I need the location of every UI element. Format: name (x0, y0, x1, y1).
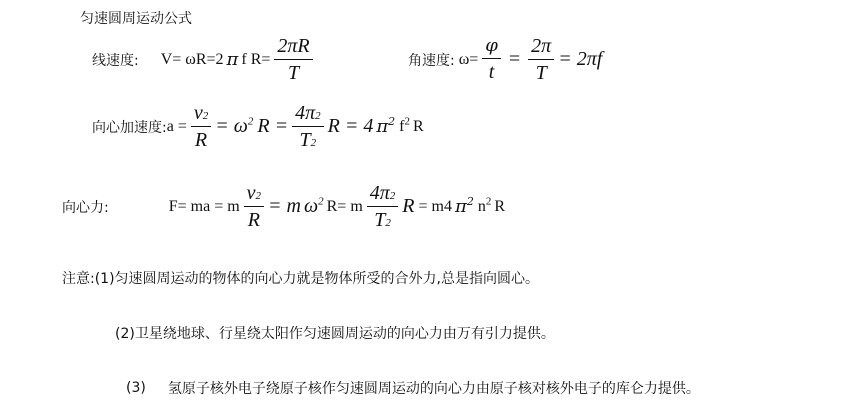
note-1: 注意:(1)匀速圆周运动的物体的向心力就是物体所受的合外力,总是指向圆心。 (62, 271, 539, 287)
note-3 (126, 378, 700, 398)
f-squared: $f^2$ (399, 115, 410, 135)
fraction-denominator: t (488, 61, 495, 83)
note-3-number: (3) (126, 380, 146, 396)
four-pi2-over-t2-fraction (367, 183, 399, 230)
omega-squared-term: = $\omega^2$ (215, 115, 254, 137)
omega-squared: $\omega^2$ (304, 195, 324, 217)
two-pi-f-term: = 2πf (558, 48, 603, 70)
r-equals: R = (257, 115, 289, 137)
linear-velocity-prefix: V= ωR=2 (160, 50, 224, 68)
fraction-numerator: v 2 (191, 103, 211, 127)
a-equals: a = (166, 117, 187, 135)
centripetal-acceleration-formula (92, 103, 424, 150)
equals-m: = m (268, 195, 301, 217)
equals-sign: = (508, 48, 521, 70)
equals-m4: = m4 (418, 197, 452, 215)
fraction-numerator: 2π (528, 36, 554, 60)
n-squared: $n^2$ (477, 195, 492, 215)
linear-velocity-formula (92, 36, 317, 83)
r-equals-four: R = 4 (327, 115, 374, 137)
fraction-denominator: T 2 (374, 209, 391, 231)
note-2: (2)卫星绕地球、行星绕太阳作匀速圆周运动的向心力由万有引力提供。 (115, 326, 555, 342)
linear-velocity-label: 线速度: (92, 52, 139, 69)
fraction-numerator: 2πR (274, 36, 312, 60)
fraction-numerator: φ (482, 37, 501, 59)
v2-over-r-fraction (191, 103, 211, 150)
centripetal-force-formula (62, 183, 505, 230)
r-equals-m: R= m (326, 197, 363, 215)
pi-symbol: $\pi^2$ (376, 115, 396, 137)
page-title: 匀速圆周运动公式 (80, 11, 192, 27)
fraction-denominator: R (194, 129, 208, 151)
fraction-denominator: T 2 (299, 129, 317, 151)
pi-symbol: $\pi^2$ (454, 195, 474, 217)
pi-symbol: π (226, 49, 239, 70)
r-tail: R (494, 197, 505, 215)
centripetal-force-label: 向心力: (62, 199, 109, 216)
fraction-denominator: T (535, 62, 547, 84)
fraction-numerator: 4π 2 (367, 183, 399, 207)
force-equals: F= ma = m (168, 197, 240, 215)
omega-equals: ω= (458, 50, 479, 68)
fraction-denominator: R (247, 209, 260, 231)
fraction-numerator: 4π 2 (292, 103, 324, 127)
angular-velocity-formula (408, 36, 602, 83)
centripetal-acceleration-label: 向心加速度: (92, 119, 167, 136)
phi-over-t-fraction (482, 37, 501, 82)
note-3-text: 氢原子核外电子绕原子核作匀速圆周运动的向心力由原子核对核外电子的库仑力提供。 (167, 381, 700, 397)
r-symbol: R (402, 195, 415, 217)
fraction-numerator: v 2 (244, 183, 264, 207)
v2-over-r-fraction (244, 183, 264, 230)
four-pi2-over-t2-fraction (292, 103, 324, 150)
linear-velocity-fr: f R= (241, 50, 271, 68)
angular-velocity-label: 角速度: (408, 52, 455, 69)
two-pi-over-t-fraction (528, 36, 554, 83)
r-tail: R (413, 117, 424, 135)
linear-velocity-fraction (274, 36, 312, 83)
fraction-denominator: T (287, 62, 300, 84)
